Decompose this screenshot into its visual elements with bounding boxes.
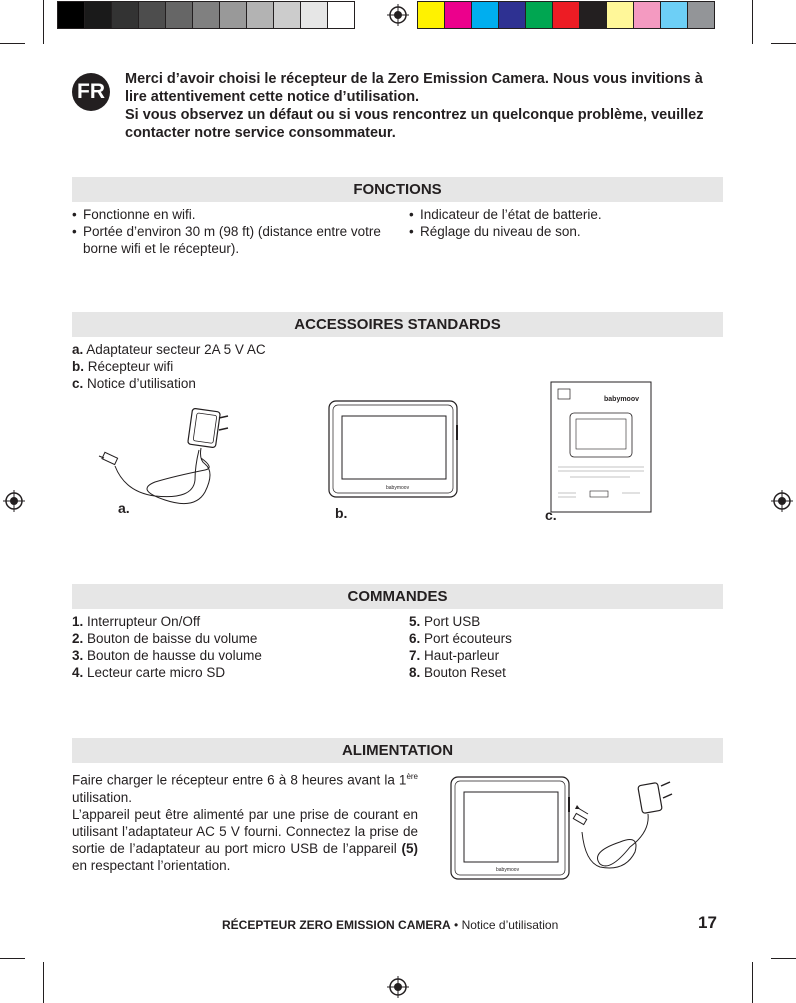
list-item	[72, 630, 262, 647]
caption-a: a.	[118, 500, 130, 516]
item-text: Récepteur wifi	[87, 359, 174, 374]
crop-mark	[752, 962, 753, 1003]
text-run: en respectant l’orientation.	[72, 857, 231, 873]
color-swatch	[246, 1, 274, 29]
color-swatch	[417, 1, 445, 29]
registration-mark-icon	[387, 4, 409, 26]
caption-b: b.	[335, 505, 348, 521]
list-item: • Réglage du niveau de son.	[409, 223, 719, 240]
color-swatch	[84, 1, 112, 29]
accessories-list	[72, 341, 266, 392]
registration-mark-icon	[387, 976, 409, 998]
color-swatch	[327, 1, 355, 29]
footer-product: RÉCEPTEUR ZERO EMISSION CAMERA	[222, 918, 451, 932]
item-key: 5.	[409, 614, 421, 629]
color-swatch	[219, 1, 247, 29]
intro-line-1: Merci d’avoir choisi le récepteur de la Zero Emission Camera. Nous vous invitions à lire attentivement cette notice d’utilisation.	[125, 71, 703, 105]
section-title-alimentation: ALIMENTATION	[72, 738, 723, 763]
superscript: ère	[406, 772, 418, 781]
item-text: Interrupteur On/Off	[87, 614, 201, 629]
list-item	[409, 664, 512, 681]
item-text: Bouton de baisse du volume	[87, 631, 258, 646]
list-item	[72, 647, 262, 664]
list-item	[72, 341, 266, 358]
list-item	[409, 647, 512, 664]
intro-line-2: Si vous observez un défaut ou si vous rencontrez un quelconque problème, veuillez contacter notre service consommateur.	[125, 107, 704, 141]
list-item	[72, 613, 262, 630]
color-swatch	[192, 1, 220, 29]
color-swatch	[498, 1, 526, 29]
item-key: a.	[72, 342, 84, 357]
manual-illustration	[550, 381, 652, 513]
color-swatch	[444, 1, 472, 29]
page-number: 17	[698, 913, 717, 932]
color-swatch	[111, 1, 139, 29]
commandes-list-left	[72, 613, 262, 681]
manual-brand: babymoov	[604, 396, 640, 403]
list-item	[72, 358, 266, 375]
crop-mark	[0, 958, 25, 959]
item-text: Haut-parleur	[424, 648, 500, 663]
charging-illustration	[450, 772, 690, 884]
list-item	[72, 664, 262, 681]
footer-subtitle: Notice d’utilisation	[461, 918, 559, 932]
item-text: Port USB	[424, 614, 481, 629]
paragraph	[72, 806, 418, 874]
color-swatch	[525, 1, 553, 29]
item-key: 3.	[72, 648, 84, 663]
fonctions-list-left	[72, 206, 392, 257]
color-swatch	[552, 1, 580, 29]
item-key: b.	[72, 359, 84, 374]
color-swatch	[579, 1, 607, 29]
list-item: • Fonctionne en wifi.	[72, 206, 392, 223]
brand-logo: babymoov	[386, 485, 410, 491]
color-swatch	[138, 1, 166, 29]
color-swatch	[165, 1, 193, 29]
crop-mark	[43, 0, 44, 44]
text-run: L’appareil peut être alimenté par une prise de courant en utilisant l’adaptateur AC 5 V fourni. Connectez la prise de sortie de l’adaptateur au port micro USB de l’appareil	[72, 806, 418, 856]
list-item: • Indicateur de l’état de batterie.	[409, 206, 719, 223]
item-key: 4.	[72, 665, 84, 680]
power-adapter-illustration	[95, 400, 245, 515]
crop-mark	[771, 43, 796, 44]
item-key: c.	[72, 376, 84, 391]
receiver-illustration	[328, 400, 460, 500]
color-swatch	[57, 1, 85, 29]
item-text: Bouton Reset	[424, 665, 506, 680]
commandes-list-right	[409, 613, 512, 681]
item-key: 7.	[409, 648, 421, 663]
list-item	[409, 613, 512, 630]
item-text: Lecteur carte micro SD	[87, 665, 226, 680]
color-swatch	[606, 1, 634, 29]
crop-mark	[771, 958, 796, 959]
crop-mark	[752, 0, 753, 44]
item-key: 8.	[409, 665, 421, 680]
brand-logo: babymoov	[496, 867, 520, 873]
gray-swatch-bar	[57, 1, 354, 29]
footer-separator: •	[450, 918, 462, 932]
section-title-fonctions: FONCTIONS	[72, 177, 723, 202]
registration-mark-icon	[3, 490, 25, 512]
intro-text	[125, 70, 725, 142]
item-key: 6.	[409, 631, 421, 646]
list-item: • Portée d’environ 30 m (98 ft) (distance entre votre borne wifi et le récepteur).	[72, 223, 392, 257]
text-run: utilisation.	[72, 789, 133, 805]
item-text: Port écouteurs	[424, 631, 512, 646]
text-run: Faire charger le récepteur entre 6 à 8 heures avant la 1	[72, 772, 407, 788]
crop-mark	[0, 43, 25, 44]
section-title-commandes: COMMANDES	[72, 584, 723, 609]
paragraph	[72, 768, 418, 806]
crop-mark	[43, 962, 44, 1003]
item-text: Bouton de hausse du volume	[87, 648, 262, 663]
port-reference: (5)	[401, 840, 418, 856]
alimentation-text	[72, 768, 418, 874]
color-swatch	[633, 1, 661, 29]
color-swatch-bar	[417, 1, 714, 29]
item-key: 2.	[72, 631, 84, 646]
registration-mark-icon	[771, 490, 793, 512]
item-text: Notice d’utilisation	[87, 376, 196, 391]
caption-c: c.	[545, 507, 557, 523]
color-swatch	[273, 1, 301, 29]
color-swatch	[687, 1, 715, 29]
color-swatch	[471, 1, 499, 29]
list-item	[72, 375, 266, 392]
section-title-accessoires: ACCESSOIRES STANDARDS	[72, 312, 723, 337]
fonctions-list-right	[409, 206, 719, 240]
item-text: Adaptateur secteur 2A 5 V AC	[86, 342, 266, 357]
color-swatch	[300, 1, 328, 29]
language-badge: FR	[72, 73, 110, 111]
color-swatch	[660, 1, 688, 29]
list-item	[409, 630, 512, 647]
item-key: 1.	[72, 614, 84, 629]
footer-title	[222, 918, 558, 932]
